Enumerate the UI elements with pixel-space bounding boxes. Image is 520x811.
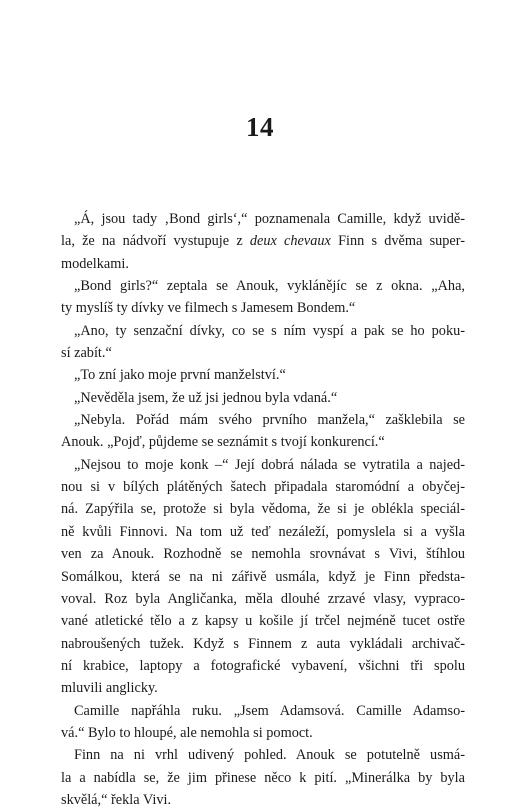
text-line: nou si v bílých plátěných šatech připadala staromódní a obyčej- — [61, 479, 465, 496]
text-segment: Finn s dvěma super- — [330, 233, 466, 250]
chapter-number: 14 — [246, 112, 274, 142]
text-line: ně kvůli Finnovi. Na tom už teď nezáleží, pomyslela si a vyšla — [61, 523, 465, 540]
text-line: „Ano, ty senzační dívky, co se s ním vyspí a pak se ho poku- — [74, 322, 465, 339]
text-line: voval. Roz byla Angličanka, měla dlouhé zrzavé vlasy, vypraco- — [61, 590, 465, 607]
text-line: mluvili anglicky. — [61, 680, 158, 697]
text-line: nabroušených tužek. Když s Finnem z auta vykládali archivač- — [61, 635, 465, 652]
text-line: vané atletické tělo a z kapsy u košile jí trčel nejméně tucet ostře — [61, 613, 465, 630]
text-line: ní krabice, laptopy a fotografické vybavení, všichni tři spolu — [61, 657, 465, 674]
text-line — [61, 230, 465, 252]
italic-phrase: deux chevaux — [249, 233, 331, 250]
text-line: vá.“ Bylo to hloupé, ale nemohla si pomoct. — [61, 724, 313, 741]
text-segment: la, že na nádvoří vystupuje z — [61, 233, 250, 250]
text-line: Finn na ni vrhl udivený pohled. Anouk se potutelně usmá- — [74, 747, 465, 764]
text-line: Somálkou, která se na ni zářivě usmála, když je Finn předsta- — [61, 568, 465, 585]
text-line: ven za Anouk. Rozhodně se nemohla srovnávat s Vivi, štíhlou — [61, 546, 465, 563]
text-line: „Á, jsou tady ‚Bond girls‘,“ poznamenala Camille, když uvidě- — [74, 211, 465, 227]
text-line: „Nevěděla jsem, že už jsi jednou byla vdaná.“ — [74, 389, 338, 406]
text-line: „Nejsou to moje konk –“ Její dobrá nálada se vytratila a najed- — [74, 456, 465, 473]
body-text — [61, 208, 465, 811]
text-line: ty myslíš ty dívky ve filmech s Jamesem Bondem.“ — [61, 300, 356, 317]
text-line: ná. Zapýřila se, protože si byla vědoma, že si je oblékla speciál- — [61, 501, 465, 518]
text-line: skvělá,“ řekla Vivi. — [61, 791, 172, 808]
text-line: modelkami. — [61, 255, 129, 272]
text-line: „To zní jako moje první manželství.“ — [74, 367, 286, 384]
text-line: sí zabít.“ — [61, 345, 112, 362]
text-line: Camille napřáhla ruku. „Jsem Adamsová. Camille Adamso- — [74, 702, 465, 719]
text-line: „Nebyla. Pořád mám svého prvního manžela,“ zašklebila se — [74, 412, 465, 429]
text-line: Anouk. „Pojď, půjdeme se seznámit s tvojí konkurencí.“ — [61, 434, 385, 451]
text-line: „Bond girls?“ zeptala se Anouk, vyklánějíc se z okna. „Aha, — [74, 278, 465, 295]
text-line: la a nabídla se, že jim přinese něco k pití. „Minerálka by byla — [61, 769, 465, 786]
